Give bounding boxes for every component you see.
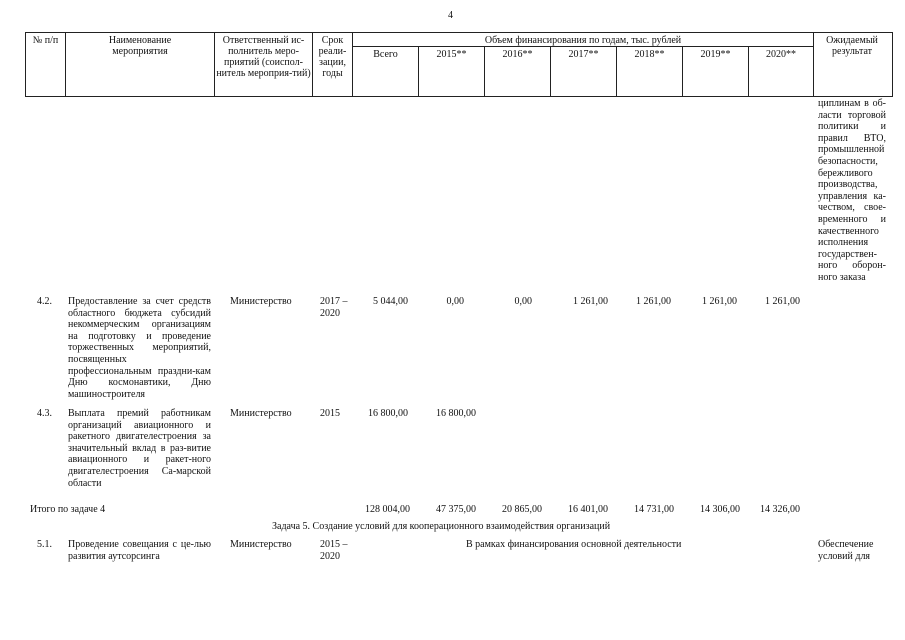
row-2018: 1 261,00 [636, 296, 671, 307]
header-col-name: Наименование мероприятия [108, 35, 172, 57]
subtotal-2015: 47 375,00 [436, 504, 476, 515]
row-number: 4.3. [37, 408, 52, 419]
header-col-responsible: Ответственный ис-полнитель меро-приятий (соиспол-нитель мероприя-тий) [216, 35, 311, 79]
page-number: 4 [448, 10, 453, 21]
header-col-total: Всего [373, 49, 398, 60]
header-year-2020: 2020** [766, 49, 796, 60]
row-name: Предоставление за счет средств областного бюджета субсидий некоммерческим организациям на подготовку и проведение торжественных мероприятий, посвященных профессиональным праздни-кам Дню космонавтики, Дню машиностроителя [68, 296, 211, 400]
header-year-2017: 2017** [568, 49, 599, 60]
subtotal-2018: 14 731,00 [634, 504, 674, 515]
row-2015: 0,00 [446, 296, 464, 307]
header-year-2016: 2016** [502, 49, 533, 60]
subtotal-2019: 14 306,00 [700, 504, 740, 515]
row-2019: 1 261,00 [702, 296, 737, 307]
row-funding-note: В рамках финансирования основной деятельности [466, 539, 682, 550]
continued-result-text: циплинам в об-ласти торговой политики и правил ВТО, промышленной безопасности, бережливого производства, управления ка-чеством, свое-временного и качественного исполнения государствен-ного оборон-ного заказа [818, 98, 886, 283]
row-name: Проведение совещания с це-лью развития аутсорсинга [68, 539, 211, 562]
subtotal-2020: 14 326,00 [760, 504, 800, 515]
row-responsible: Министерство [230, 539, 292, 550]
row-result: Обеспечение условий для [818, 539, 874, 562]
header-year-2015: 2015** [436, 49, 467, 60]
subtotal-2016: 20 865,00 [502, 504, 542, 515]
row-responsible: Министерство [230, 408, 292, 419]
row-responsible: Министерство [230, 296, 292, 307]
header-year-2019: 2019** [700, 49, 731, 60]
row-number: 4.2. [37, 296, 52, 307]
row-2015: 16 800,00 [436, 408, 476, 419]
row-2017: 1 261,00 [573, 296, 608, 307]
row-2016: 0,00 [514, 296, 532, 307]
row-number: 5.1. [37, 539, 52, 550]
subtotal-2017: 16 401,00 [568, 504, 608, 515]
row-2020: 1 261,00 [765, 296, 800, 307]
header-col-term: Срок реали-зации, годы [318, 35, 347, 79]
header-col-funding: Объем финансирования по годам, тыс. рублей [484, 35, 682, 46]
row-term: 2015 – 2020 [320, 539, 348, 562]
header-col-result: Ожидаемый результат [826, 35, 878, 57]
header-year-2018: 2018** [634, 49, 665, 60]
row-total: 16 800,00 [368, 408, 408, 419]
subtotal-label: Итого по задаче 4 [30, 504, 106, 515]
row-term: 2015 [320, 408, 340, 419]
header-col-num: № п/п [32, 35, 59, 46]
row-term: 2017 – 2020 [320, 296, 348, 319]
row-name: Выплата премий работникам организаций авиационного и ракетного двигателестроения за значительный вклад в раз-витие авиационного и ракет-ного двигателестроения Са-марской области [68, 408, 211, 489]
subtotal-total: 128 004,00 [365, 504, 410, 515]
task-5-title: Задача 5. Создание условий для кооперационного взаимодействия организаций [272, 521, 611, 532]
row-total: 5 044,00 [373, 296, 408, 307]
